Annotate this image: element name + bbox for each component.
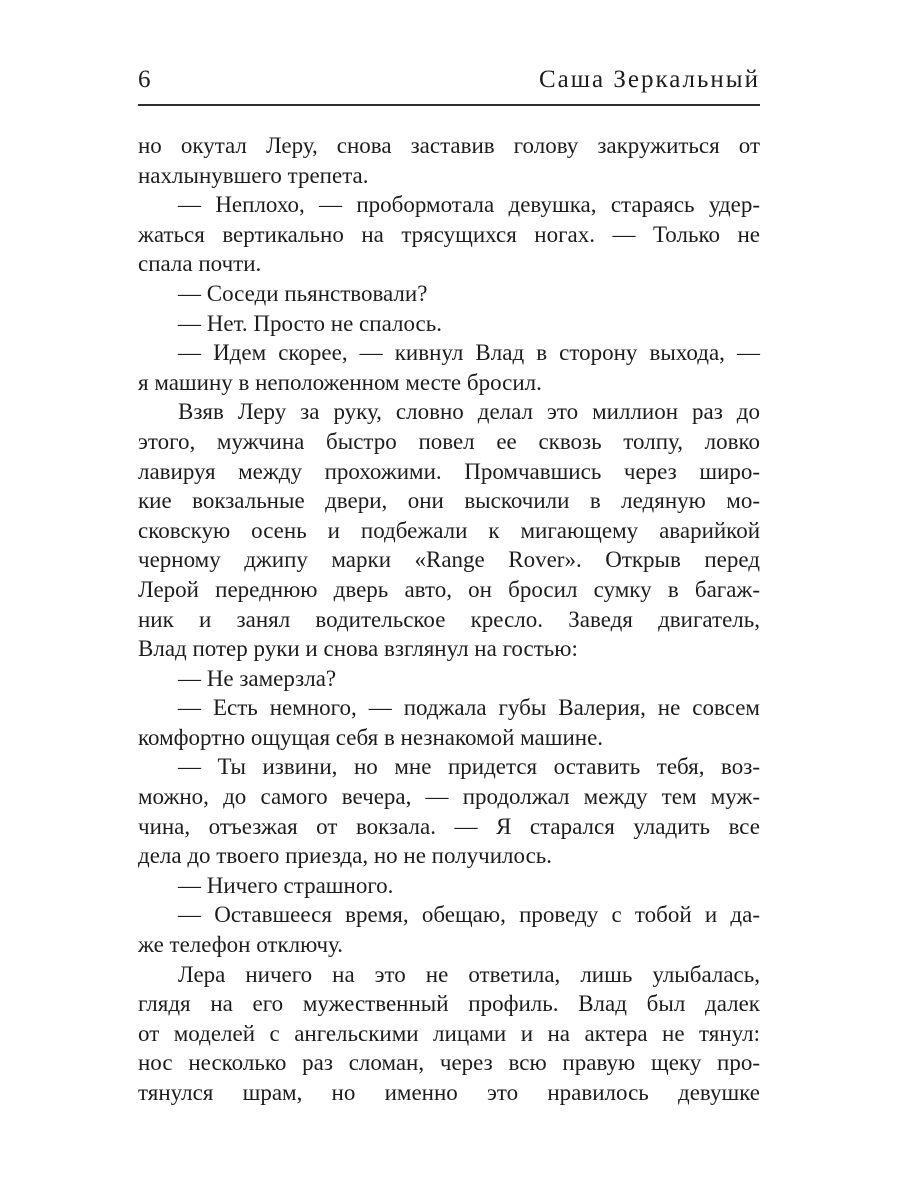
text-line: — Есть немного, — поджала губы Валерия, не совсем bbox=[178, 695, 760, 721]
text-line: нахлынувшего трепета. bbox=[138, 162, 369, 188]
text-line: — Ты извини, но мне придется оставить тебя, воз- bbox=[178, 754, 760, 780]
text-line: нос несколько раз сломан, через всю правую щеку про- bbox=[138, 1050, 760, 1076]
text-line: дела до твоего приезда, но не получилось. bbox=[138, 843, 553, 869]
text-line: я машину в неположенном месте бросил. bbox=[138, 369, 542, 395]
text-line: — Неплохо, — пробормотала девушка, стараясь удер- bbox=[178, 192, 760, 218]
text-line: кие вокзальные двери, они выскочили в ледяную мо- bbox=[138, 488, 760, 514]
text-line: комфортно ощущая себя в незнакомой машине. bbox=[138, 724, 604, 750]
text-line: этого, мужчина быстро повел ее сквозь толпу, ловко bbox=[138, 428, 760, 454]
page-number: 6 bbox=[138, 66, 151, 93]
text-line: черному джипу марки «Range Rover». Открыв перед bbox=[138, 547, 760, 573]
text-line: Лера ничего на это не ответила, лишь улыбалась, bbox=[178, 961, 760, 987]
text-line: можно, до самого вечера, — продолжал между тем муж- bbox=[138, 784, 760, 810]
text-line: же телефон отключу. bbox=[138, 932, 343, 958]
text-line: — Идем скорее, — кивнул Влад в сторону выхода, — bbox=[178, 340, 760, 366]
text-line: — Ничего страшного. bbox=[178, 872, 394, 898]
text-line: тянулся шрам, но именно это нравилось девушке bbox=[138, 1080, 760, 1105]
text-line: лавируя между прохожими. Промчавшись через широ- bbox=[138, 458, 760, 484]
text-line: спала почти. bbox=[138, 251, 262, 277]
text-line: — Не замерзла? bbox=[178, 665, 337, 691]
text-line: ник и занял водительское кресло. Заведя двигатель, bbox=[138, 606, 760, 632]
text-line: сковскую осень и подбежали к мигающему аварийкой bbox=[138, 517, 760, 543]
text-line: — Оставшееся время, обещаю, проведу с тобой и да- bbox=[178, 902, 760, 928]
text-line: — Нет. Просто не спалось. bbox=[178, 310, 442, 336]
text-line: глядя на его мужественный профиль. Влад был далек bbox=[138, 991, 760, 1017]
text-line: от моделей с ангельскими лицами и на актера не тянул: bbox=[138, 1020, 760, 1046]
text-line: Влад потер руки и снова взглянул на гостью: bbox=[138, 636, 578, 662]
page-body bbox=[138, 131, 760, 1108]
text-line: Взяв Леру за руку, словно делал это миллион раз до bbox=[178, 399, 760, 425]
text-line: чина, отъезжая от вокзала. — Я старался уладить все bbox=[138, 813, 760, 839]
text-line: — Соседи пьянствовали? bbox=[178, 280, 428, 306]
running-title: Саша Зеркальный bbox=[538, 66, 760, 93]
text-line: Лерой переднюю дверь авто, он бросил сумку в багаж- bbox=[138, 576, 760, 602]
text-line: жаться вертикально на трясущихся ногах. — Только не bbox=[138, 221, 760, 247]
header-rule bbox=[138, 104, 760, 106]
running-header bbox=[138, 66, 760, 94]
text-line: но окутал Леру, снова заставив голову закружиться от bbox=[138, 133, 760, 158]
